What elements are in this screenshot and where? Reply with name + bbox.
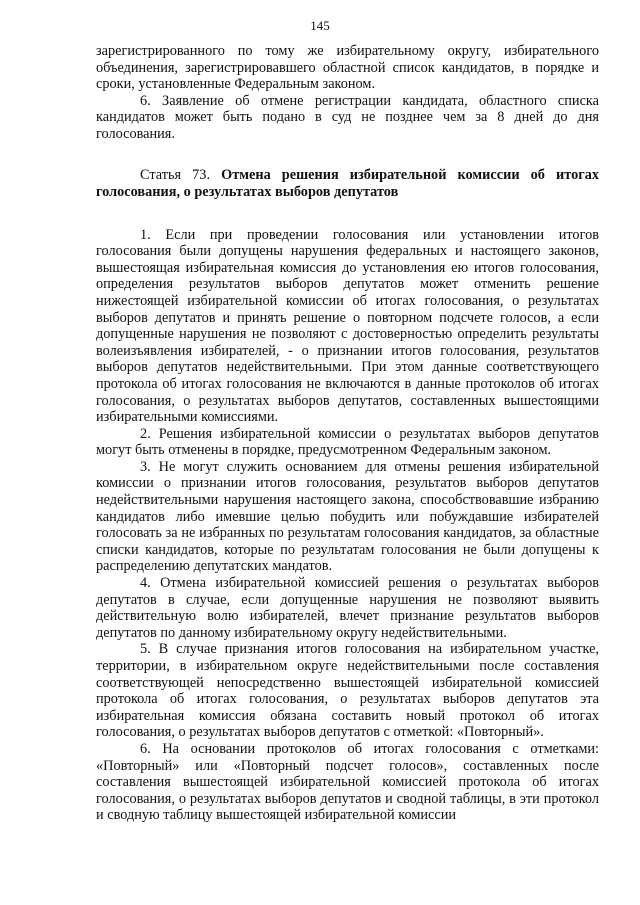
paragraph-item-4: 4. Отмена избирательной комиссией решения о результатах выборов депутатов в случае, если допущенные нарушения не позволяют выявить действительную волю избирателей, влечет признание результатов выборов депутатов по данному избирательному округу недействительными.: [96, 575, 599, 641]
article-heading: [96, 167, 599, 201]
paragraph-item-3: 3. Не могут служить основанием для отмены решения избирательной комиссии о признании итогов голосования, результатов выборов депутатов недействительными нарушения настоящего закона, способствовавшие избранию кандидатов либо имевшие целью побудить или побуждавшие избирателей голосовать за не избранных по результатам голосования кандидатов, за областные списки кандидатов, которые по результатам голосования не были допущены к распределению депутатских мандатов.: [96, 458, 599, 575]
document-body: [96, 43, 599, 824]
paragraph-item-5: 5. В случае признания итогов голосования на избирательном участке, территории, в избирательном округе недействительными после составления соответствующей непосредственно вышестоящей избирательной комиссией протокола об итогах голосования, о результатах выборов депутатов эта избирательная комиссия обязана составить новый протокол об итогах голосования, о результатах выборов депутатов с отметкой: «Повторный».: [96, 641, 599, 741]
paragraph-continued: зарегистрированного по тому же избирательному округу, избирательного объединения, зарегистрировавшего областной список кандидатов, в порядке и сроки, установленные Федеральным законом.: [96, 43, 599, 93]
article-title: Отмена решения избирательной комиссии об итогах голосования, о результатах выборов депутатов: [96, 166, 600, 200]
paragraph-item-1: 1. Если при проведении голосования или установлении итогов голосования были допущены нарушения федеральных и настоящего законов, вышестоящая избирательная комиссия до установления ею итогов голосования, определения результатов выборов депутатов может отменить решение нижестоящей избирательной комиссии об итогах голосования, о результатах выборов депутатов и принять решение о повторном подсчете голосов, а если допущенные нарушения не позволяют с достоверностью определить результаты волеизъявления избирателей, - о признании итогов голосования, результатов выборов депутатов недействительными. При этом данные соответствующего протокола об итогах голосования не включаются в данные протоколов об итогах голосования, о результатах выборов депутатов, составленных вышестоящими избирательными комиссиями.: [96, 226, 599, 426]
page-number: 145: [310, 18, 330, 33]
paragraph-item-2: 2. Решения избирательной комиссии о результатах выборов депутатов могут быть отменены в порядке, предусмотренном Федеральным законом.: [96, 425, 599, 459]
paragraph-item-6-registration: 6. Заявление об отмене регистрации кандидата, областного списка кандидатов может быть подано в суд не позднее чем за 8 дней до дня голосования.: [96, 92, 599, 142]
article-number: Статья 73.: [140, 166, 211, 183]
paragraph-item-6: 6. На основании протоколов об итогах голосования с отметками: «Повторный» или «Повторный подсчет голосов», составленных после составления вышестоящей избирательной комиссией протокола об итогах голосования, о результатах выборов депутатов и сводной таблицы, в эти протокол и сводную таблицу вышестоящей избирательной комиссии: [96, 740, 599, 824]
